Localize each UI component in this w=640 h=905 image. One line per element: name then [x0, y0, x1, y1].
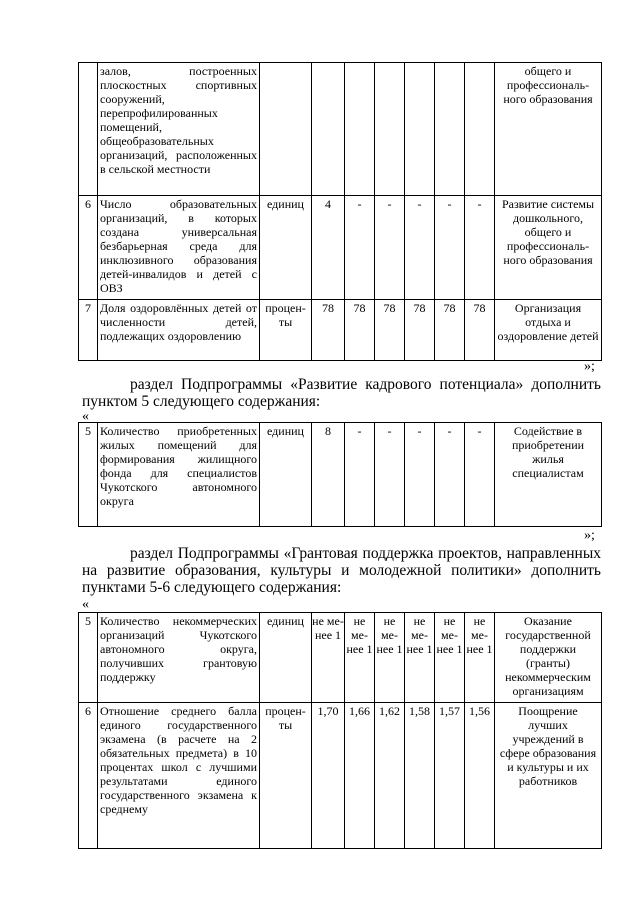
value-cell: не ме- нее 1 — [465, 613, 495, 703]
paragraph-grants: раздел Подпрограммы «Грантовая поддержка проектов, направленных на развитие образования, культуры и молодежной политики» дополнить пунктами 5-6 следующего содержания: — [82, 545, 601, 596]
value-cell — [345, 63, 375, 196]
unit: единиц — [260, 423, 312, 527]
value-cell: 1,57 — [435, 703, 465, 849]
value-cell — [405, 63, 435, 196]
value-cell: 1,56 — [465, 703, 495, 849]
closing-quote-mark: »; — [584, 359, 595, 374]
value-cell: не ме- нее 1 — [435, 613, 465, 703]
unit — [260, 63, 312, 196]
indicator-name: залов, построенных плоскостных спортивных сооружений, перепрофилированных помещений, общеобразовательных организаций, расположенных в сельской местности — [98, 63, 260, 196]
value-cell — [312, 63, 345, 196]
value-cell: не ме- нее 1 — [405, 613, 435, 703]
value-cell: 4 — [312, 196, 345, 300]
event-name: Организация отдыха и оздоровление детей — [495, 300, 602, 361]
value-cell — [435, 63, 465, 196]
table-row — [79, 423, 602, 527]
event-name: Поощрение лучших учреждений в сфере образования и культуры и их работников — [495, 703, 602, 849]
event-name: общего и профессиональ- ного образования — [495, 63, 602, 196]
unit: единиц — [260, 613, 312, 703]
table-row — [79, 703, 602, 849]
value-cell: - — [345, 196, 375, 300]
value-cell: - — [435, 196, 465, 300]
closing-quote-mark: »; — [584, 528, 595, 543]
value-cell: - — [405, 423, 435, 527]
row-number — [79, 63, 98, 196]
value-cell: 1,70 — [312, 703, 345, 849]
value-cell: - — [465, 423, 495, 527]
value-cell: не ме- нее 1 — [345, 613, 375, 703]
value-cell: 1,66 — [345, 703, 375, 849]
value-cell: не ме- нее 1 — [312, 613, 345, 703]
table-row — [79, 613, 602, 703]
unit: единиц — [260, 196, 312, 300]
unit: процен- ты — [260, 703, 312, 849]
paragraph-personnel: раздел Подпрограммы «Развитие кадрового потенциала» дополнить пунктом 5 следующего содержания: — [82, 376, 601, 410]
value-cell: не ме- нее 1 — [375, 613, 405, 703]
indicator-name: Количество приобретенных жилых помещений для формирования жилищного фонда для специалистов Чукотского автономного округа — [98, 423, 260, 527]
value-cell — [375, 63, 405, 196]
value-cell: 1,58 — [405, 703, 435, 849]
row-number: 5 — [79, 423, 98, 527]
event-name: Развитие системы дошкольного, общего и профессиональ- ного образования — [495, 196, 602, 300]
table-row — [79, 63, 602, 196]
indicator-name: Отношение среднего балла единого государственного экзамена (в расчете на 2 обязательных предмета) в 10 процентах школ с лучшими результатами единого государственного экзамена к среднему — [98, 703, 260, 849]
value-cell: 78 — [405, 300, 435, 361]
indicator-name: Количество некоммерческих организаций Чукотского автономного округа, получивших грантовую поддержку — [98, 613, 260, 703]
value-cell: - — [435, 423, 465, 527]
table-row — [79, 300, 602, 361]
indicator-name: Число образовательных организаций, в которых создана универсальная безбарьерная среда для инклюзивного образования детей-инвалидов и детей с ОВЗ — [98, 196, 260, 300]
value-cell: 78 — [312, 300, 345, 361]
event-name: Оказание государственной поддержки (гранты) некоммерческим организациям — [495, 613, 602, 703]
value-cell: 78 — [435, 300, 465, 361]
indicator-name: Доля оздоровлённых детей от численности детей, подлежащих оздоровлению — [98, 300, 260, 361]
opening-quote-mark: « — [82, 409, 89, 424]
value-cell: 78 — [345, 300, 375, 361]
row-number: 7 — [79, 300, 98, 361]
value-cell: 8 — [312, 423, 345, 527]
value-cell: - — [465, 196, 495, 300]
value-cell: 78 — [465, 300, 495, 361]
indicators-table-1 — [78, 62, 602, 361]
opening-quote-mark: « — [82, 597, 89, 612]
value-cell: - — [375, 196, 405, 300]
row-number: 6 — [79, 196, 98, 300]
event-name: Содействие в приобретении жилья специалистам — [495, 423, 602, 527]
value-cell: - — [375, 423, 405, 527]
value-cell — [465, 63, 495, 196]
unit: процен- ты — [260, 300, 312, 361]
value-cell: - — [405, 196, 435, 300]
value-cell: 1,62 — [375, 703, 405, 849]
row-number: 5 — [79, 613, 98, 703]
indicators-table-3 — [78, 612, 602, 849]
value-cell: - — [345, 423, 375, 527]
indicators-table-2 — [78, 422, 602, 527]
table-row — [79, 196, 602, 300]
value-cell: 78 — [375, 300, 405, 361]
row-number: 6 — [79, 703, 98, 849]
